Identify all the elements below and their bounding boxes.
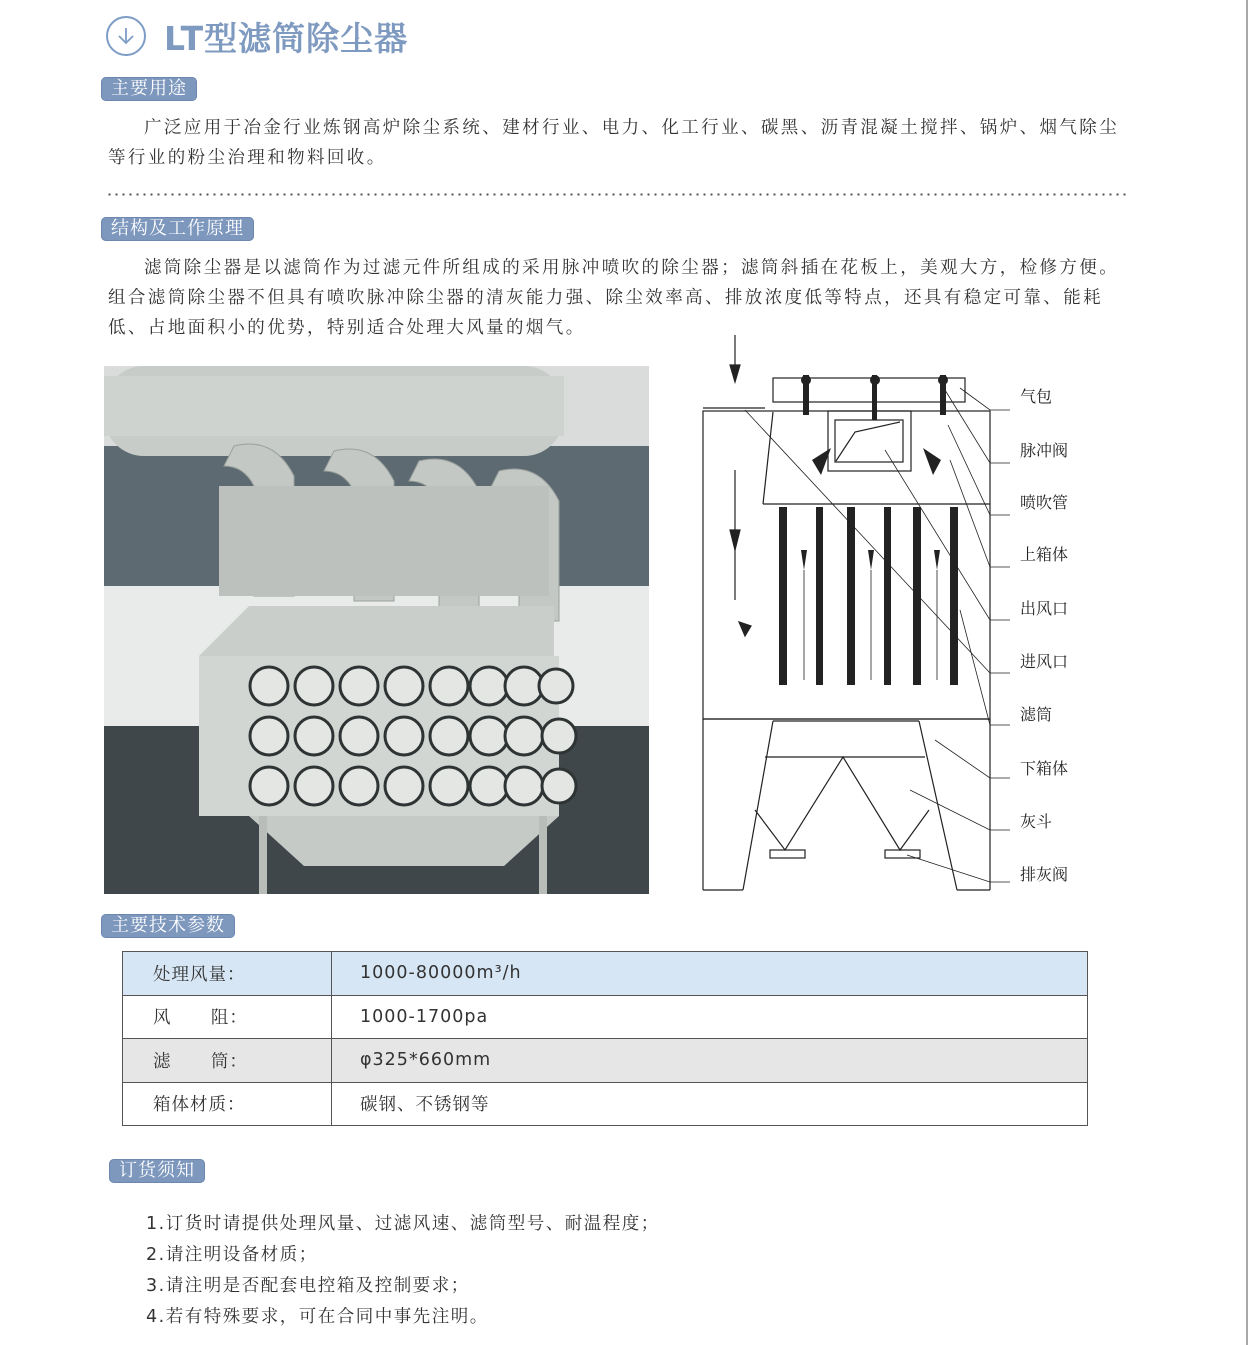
spec-key: 风 阻： xyxy=(123,995,332,1039)
spec-key: 处理风量： xyxy=(123,952,332,996)
usage-text-content: 广泛应用于冶金行业炼钢高炉除尘系统、建材行业、电力、化工行业、碳黑、沥青混凝土搅拌、锅炉、烟气除尘等行业的粉尘治理和物料回收。 xyxy=(108,118,1120,168)
list-item: 2.请注明设备材质； xyxy=(146,1245,318,1265)
diagram-label: 上箱体 xyxy=(1020,545,1069,564)
table-row xyxy=(123,1082,1088,1126)
order-notes-list xyxy=(146,1209,660,1333)
order-badge: 订货须知 xyxy=(109,1159,205,1183)
page-title xyxy=(106,14,408,58)
structure-diagram xyxy=(695,330,1095,905)
list-item: 1.订货时请提供处理风量、过滤风速、滤筒型号、耐温程度； xyxy=(146,1214,660,1234)
diagram-label: 进风口 xyxy=(1020,652,1069,671)
product-photo xyxy=(104,366,649,894)
diagram-label: 滤筒 xyxy=(1020,705,1053,724)
diagram-label: 出风口 xyxy=(1020,599,1069,618)
diagram-label: 排灰阀 xyxy=(1020,865,1069,884)
diagram-label: 喷吹管 xyxy=(1020,493,1069,512)
specs-table xyxy=(122,951,1088,1126)
principle-text-content: 滤筒除尘器是以滤筒作为过滤元件所组成的采用脉冲喷吹的除尘器；滤筒斜插在花板上，美观大方，检修方便。组合滤筒除尘器不但具有喷吹脉冲除尘器的清灰能力强、除尘效率高、排放浓度低等特点，还具有稳定可靠、能耗低、占地面积小的优势，特别适合处理大风量的烟气。 xyxy=(108,258,1120,338)
usage-badge: 主要用途 xyxy=(101,77,197,101)
diagram-label: 气包 xyxy=(1020,387,1053,406)
arrow-down-circle-icon xyxy=(106,16,146,56)
product-title: LT型滤筒除尘器 xyxy=(164,18,409,58)
diagram-label: 下箱体 xyxy=(1020,759,1069,778)
diagram-label: 脉冲阀 xyxy=(1020,441,1069,460)
spec-value: 1000-1700pa xyxy=(332,995,1088,1039)
table-row xyxy=(123,995,1088,1039)
table-row xyxy=(123,952,1088,996)
dotted-divider xyxy=(106,193,1130,196)
spec-key: 滤 筒： xyxy=(123,1039,332,1083)
spec-value: φ325*660mm xyxy=(332,1039,1088,1083)
diagram-label: 灰斗 xyxy=(1020,812,1053,831)
spec-value: 碳钢、不锈钢等 xyxy=(332,1082,1088,1126)
principle-badge: 结构及工作原理 xyxy=(101,217,254,241)
spec-value: 1000-80000m³/h xyxy=(332,952,1088,996)
spec-key: 箱体材质： xyxy=(123,1082,332,1126)
usage-text xyxy=(108,113,1128,173)
list-item: 3.请注明是否配套电控箱及控制要求； xyxy=(146,1276,470,1296)
list-item: 4.若有特殊要求，可在合同中事先注明。 xyxy=(146,1307,489,1327)
table-row xyxy=(123,1039,1088,1083)
specs-badge: 主要技术参数 xyxy=(101,914,235,938)
